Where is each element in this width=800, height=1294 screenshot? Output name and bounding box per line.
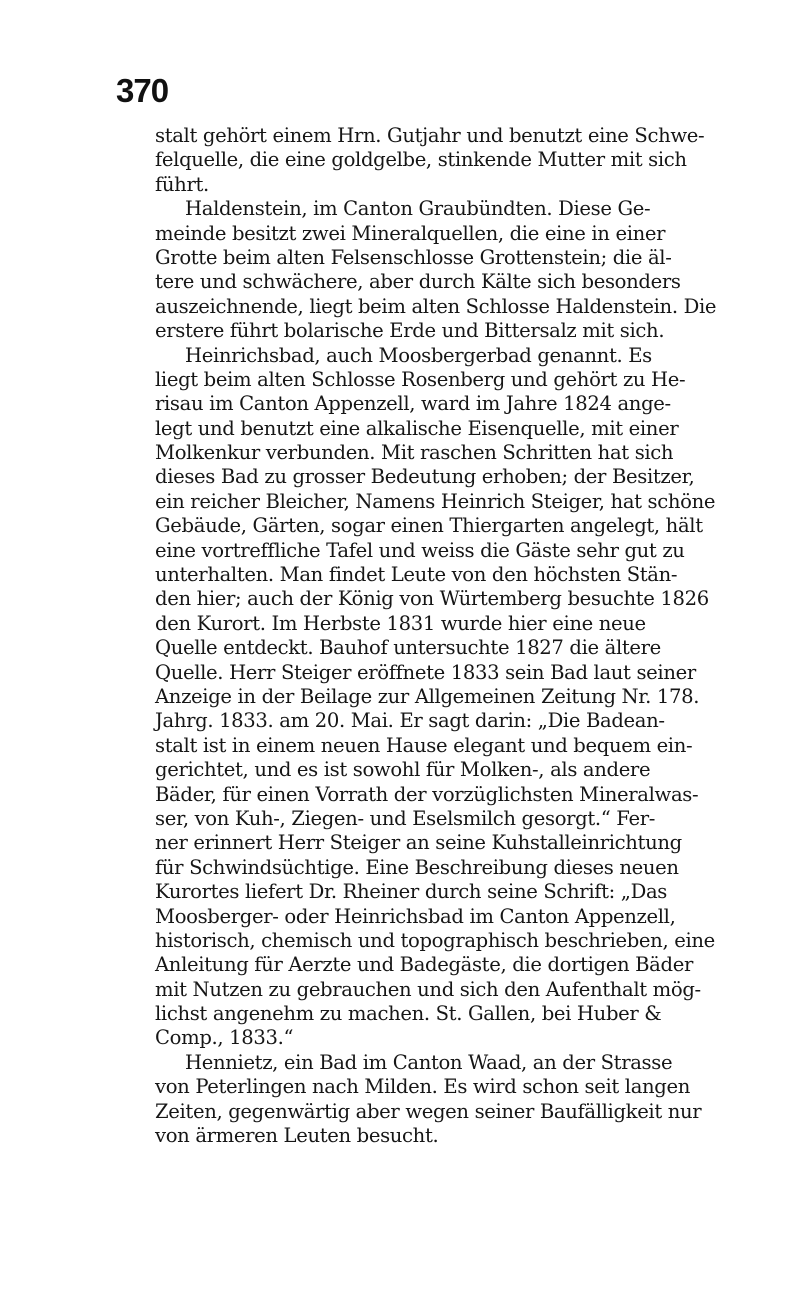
text-line: felquelle, die eine goldgelbe, stinkende Mutter mit sich bbox=[155, 148, 687, 172]
text-line: lichst angenehm zu machen. St. Gallen, bei Huber & bbox=[155, 1002, 662, 1026]
text-line: Kurortes liefert Dr. Rheiner durch seine Schrift: „Das bbox=[155, 880, 667, 904]
text-line: mit Nutzen zu gebrauchen und sich den Aufenthalt mög- bbox=[155, 977, 701, 1001]
text-line: stalt ist in einem neuen Hause elegant und bequem ein- bbox=[155, 733, 693, 757]
text-line: gerichtet, und es ist sowohl für Molken-, als andere bbox=[155, 758, 651, 782]
body-text bbox=[155, 124, 717, 1148]
text-line: Gebäude, Gärten, sogar einen Thiergarten angelegt, hält bbox=[155, 514, 703, 538]
text-line: Quelle. Herr Steiger eröffnete 1833 sein Bad laut seiner bbox=[155, 660, 696, 684]
text-line: von ärmeren Leuten besucht. bbox=[155, 1124, 439, 1148]
text-line: Moosberger- oder Heinrichsbad im Canton Appenzell, bbox=[155, 904, 676, 928]
text-line: liegt beim alten Schlosse Rosenberg und gehört zu He- bbox=[155, 367, 686, 391]
text-line: legt und benutzt eine alkalische Eisenquelle, mit einer bbox=[155, 416, 679, 440]
text-line: Zeiten, gegenwärtig aber wegen seiner Baufälligkeit nur bbox=[155, 1099, 702, 1123]
text-line: führt. bbox=[155, 172, 209, 196]
text-line: historisch, chemisch und topographisch beschrieben, eine bbox=[155, 928, 715, 952]
text-line: eine vortreffliche Tafel und weiss die Gäste sehr gut zu bbox=[155, 538, 685, 562]
entry-heading-line: Haldenstein, im Canton Graubündten. Diese Ge- bbox=[185, 197, 651, 221]
text-line: Grotte beim alten Felsenschlosse Grottenstein; die äl- bbox=[155, 245, 672, 269]
text-line: meinde besitzt zwei Mineralquellen, die eine in einer bbox=[155, 221, 666, 245]
text-line: erstere führt bolarische Erde und Bittersalz mit sich. bbox=[155, 319, 665, 343]
entry-heading-line: Hennietz, ein Bad im Canton Waad, an der Strasse bbox=[185, 1050, 673, 1074]
entry-heading-line: Heinrichsbad, auch Moosbergerbad genannt. Es bbox=[185, 343, 652, 367]
text-line: tere und schwächere, aber durch Kälte sich besonders bbox=[155, 270, 681, 294]
text-line: Jahrg. 1833. am 20. Mai. Er sagt darin: „Die Badean- bbox=[155, 709, 665, 733]
text-line: auszeichnende, liegt beim alten Schlosse Haldenstein. Die bbox=[155, 294, 717, 318]
page-number: 370 bbox=[116, 72, 169, 109]
text-line: von Peterlingen nach Milden. Es wird schon seit langen bbox=[155, 1075, 691, 1099]
text-line: ser, von Kuh-, Ziegen- und Eselsmilch gesorgt.“ Fer- bbox=[155, 806, 656, 830]
text-line: stalt gehört einem Hrn. Gutjahr und benutzt eine Schwe- bbox=[155, 124, 705, 147]
text-line: Molkenkur verbunden. Mit raschen Schritten hat sich bbox=[155, 441, 674, 465]
text-line: ner erinnert Herr Steiger an seine Kuhstalleinrichtung bbox=[155, 831, 682, 855]
text-line: Comp., 1833.“ bbox=[155, 1026, 294, 1050]
text-line: risau im Canton Appenzell, ward im Jahre 1824 ange- bbox=[155, 392, 671, 416]
text-line: ein reicher Bleicher, Namens Heinrich Steiger, hat schöne bbox=[155, 489, 716, 513]
text-line: unterhalten. Man findet Leute von den höchsten Stän- bbox=[155, 563, 678, 587]
text-line: für Schwindsüchtige. Eine Beschreibung dieses neuen bbox=[155, 855, 679, 879]
text-line: Anzeige in der Beilage zur Allgemeinen Zeitung Nr. 178. bbox=[155, 684, 700, 708]
text-line: den hier; auch der König von Würtemberg besuchte 1826 bbox=[155, 587, 709, 611]
text-line: Anleitung für Aerzte und Badegäste, die dortigen Bäder bbox=[155, 953, 693, 977]
text-line: den Kurort. Im Herbste 1831 wurde hier eine neue bbox=[155, 611, 646, 635]
text-line: Bäder, für einen Vorrath der vorzüglichsten Mineralwas- bbox=[155, 782, 699, 806]
text-line: Quelle entdeckt. Bauhof untersuchte 1827 die ältere bbox=[155, 636, 661, 660]
text-line: dieses Bad zu grosser Bedeutung erhoben; der Besitzer, bbox=[155, 465, 695, 489]
